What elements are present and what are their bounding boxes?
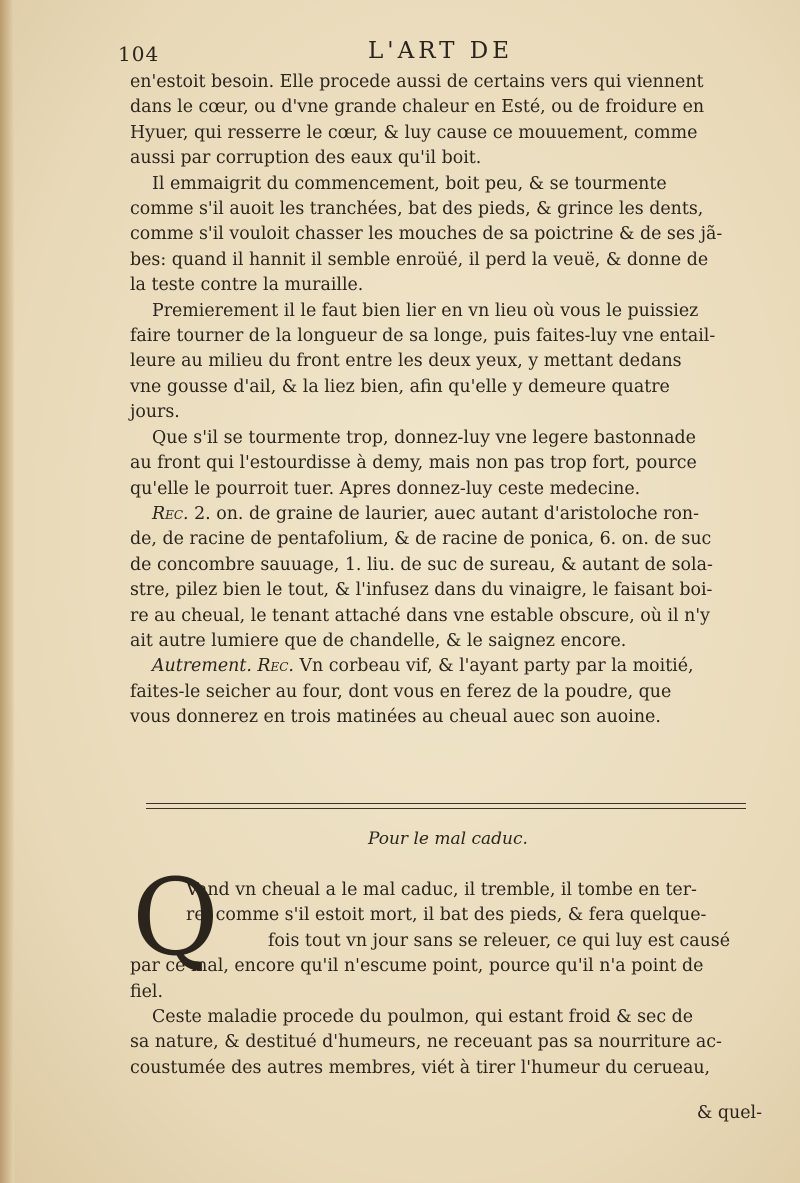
section-paragraph-1 xyxy=(130,878,766,1005)
text-line: comme s'il auoit les tranchées, bat des pieds, & grince les dents, xyxy=(130,199,704,220)
text-line: dans le cœur, ou d'vne grande chaleur en Esté, ou de froidure en xyxy=(130,97,705,118)
text-line: Que s'il se tourmente trop, donnez-luy vne legere bastonnade xyxy=(152,427,696,448)
section-divider xyxy=(146,803,746,809)
text-line: stre, pilez bien le tout, & l'infusez dans du vinaigre, le faisant boi- xyxy=(130,580,713,601)
section-heading: Pour le mal caduc. xyxy=(368,829,528,849)
paragraph-4 xyxy=(130,426,766,502)
text-line: Ceste maladie procede du poulmon, qui estant froid & sec de xyxy=(152,1007,694,1028)
paragraph-6 xyxy=(130,654,766,730)
text-line: Hyuer, qui resserre le cœur, & luy cause ce mouuement, comme xyxy=(130,122,698,143)
drop-capital: Q xyxy=(132,856,219,979)
paragraph-1 xyxy=(130,70,766,172)
paragraph-2 xyxy=(130,172,766,299)
text-line: ait autre lumiere que de chandelle, & le saignez encore. xyxy=(130,630,627,651)
text-line: faire tourner de la longueur de sa longe, puis faites-luy vne entail- xyxy=(130,326,716,347)
text-line: par ce mal, encore qu'il n'escume point, pource qu'il n'a point de xyxy=(130,956,704,977)
text-line: en'estoit besoin. Elle procede aussi de certains vers qui viennent xyxy=(130,72,704,92)
recipe-label: Rec. xyxy=(152,503,189,524)
text-line: re, comme s'il estoit mort, il bat des pieds, & fera quelque- xyxy=(186,905,707,926)
text-line: faites-le seicher au four, dont vous en ferez de la poudre, que xyxy=(130,681,672,702)
text-line: Vn corbeau vif, & l'ayant party par la moitié, xyxy=(293,656,694,677)
paragraph-3 xyxy=(130,299,766,426)
paragraph-5 xyxy=(130,502,766,654)
text-line: 2. on. de graine de laurier, auec autant d'aristoloche ron- xyxy=(188,503,699,524)
text-line: vous donnerez en trois matinées au cheual auec son auoine. xyxy=(130,707,661,728)
text-line: vne gousse d'ail, & la liez bien, afin qu'elle y demeure quatre xyxy=(130,376,670,397)
text-line: Il emmaigrit du commencement, boit peu, & se tourmente xyxy=(152,173,667,194)
body-text xyxy=(130,70,766,731)
text-line: de concombre sauuage, 1. liu. de suc de sureau, & autant de sola- xyxy=(130,554,713,575)
section-text xyxy=(130,878,766,1081)
text-line: au front qui l'estourdisse à demy, mais non pas trop fort, pource xyxy=(130,453,697,474)
text-line: qu'elle le pourroit tuer. Apres donnez-luy ceste medecine. xyxy=(130,478,641,499)
section-paragraph-2 xyxy=(130,1005,766,1081)
text-line: Vand vn cheual a le mal caduc, il tremble, il tombe en ter- xyxy=(186,880,697,900)
autrement-label: Autrement. xyxy=(152,656,252,677)
running-head xyxy=(118,36,768,70)
text-line: la teste contre la muraille. xyxy=(130,275,364,296)
text-line: aussi par corruption des eaux qu'il boit. xyxy=(130,148,482,169)
text-line: jours. xyxy=(130,402,180,423)
page-number: 104 xyxy=(118,42,160,66)
text-line: sa nature, & destitué d'humeurs, ne receuant pas sa nourriture ac- xyxy=(130,1032,722,1053)
text-line: fois tout vn jour sans se releuer, ce qui luy est causé xyxy=(268,930,731,951)
text-line: comme s'il vouloit chasser les mouches de sa poictrine & de ses jã- xyxy=(130,224,723,245)
text-line: fiel. xyxy=(130,981,163,1002)
text-line: coustumée des autres membres, viét à tirer l'humeur du cerueau, xyxy=(130,1057,711,1078)
recipe-label: Rec. xyxy=(257,656,294,677)
text-line: de, de racine de pentafolium, & de racine de ponica, 6. on. de suc xyxy=(130,529,712,550)
page-edge xyxy=(0,0,14,1183)
text-line: re au cheual, le tenant attaché dans vne estable obscure, où il n'y xyxy=(130,605,710,626)
text-line: bes: quand il hannit il semble enroüé, il perd la veuë, & donne de xyxy=(130,249,709,270)
text-line: Premierement il le faut bien lier en vn lieu où vous le puissiez xyxy=(152,300,699,321)
text-line: leure au milieu du front entre les deux yeux, y mettant dedans xyxy=(130,351,682,372)
catchword: & quel- xyxy=(696,1103,762,1123)
running-title: L'ART DE xyxy=(368,38,514,64)
